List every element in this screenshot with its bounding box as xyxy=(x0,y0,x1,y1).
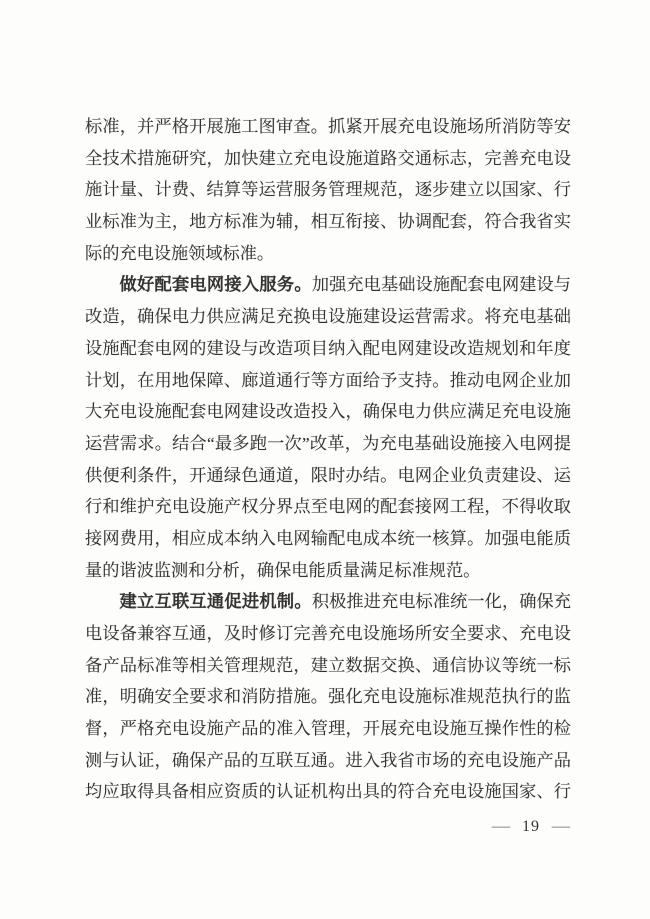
page-number: 19 xyxy=(522,818,540,835)
text-line: 均应取得具备相应资质的认证机构出具的符合充电设施国家、行 xyxy=(85,782,571,802)
document-body xyxy=(85,111,571,808)
text-line: 大充电设施配套电网建设改造投入，确保电力供应满足充电设施 xyxy=(85,402,571,422)
paragraph xyxy=(85,269,571,586)
text-line: 准，明确安全要求和消防措施。强化充电设施标准规范执行的监 xyxy=(85,687,571,707)
text-line: 测与认证，确保产品的互联互通。进入我省市场的充电设施产品 xyxy=(85,750,571,770)
footer-dash-left: — xyxy=(491,818,511,835)
text-line: 量的谐波监测和分析，确保电能质量满足标准规范。 xyxy=(85,560,481,580)
paragraph xyxy=(85,111,571,269)
paragraph-lead-bold: 建立互联互通促进机制。 xyxy=(119,591,312,612)
text-line: 业标准为主，地方标准为辅，相互衔接、协调配套，符合我省实 xyxy=(85,212,571,232)
text-line: 接网费用，相应成本纳入电网输配电成本统一核算。加强电能质 xyxy=(85,528,571,548)
text-line: 供便利条件，开通绿色通道，限时办结。电网企业负责建设、运 xyxy=(85,465,571,485)
text-line: 改造，确保电力供应满足充换电设施建设运营需求。将充电基础 xyxy=(85,307,571,327)
text-line: 建立互联互通促进机制。积极推进充电标准统一化，确保充 xyxy=(119,591,571,612)
text-line: 督，严格充电设施产品的准入管理，开展充电设施互操作性的检 xyxy=(85,719,571,739)
text-line: 全技术措施研究，加快建立充电设施道路交通标志，完善充电设 xyxy=(85,148,571,168)
text-line: 设施配套电网的建设与改造项目纳入配电网建设改造规划和年度 xyxy=(85,338,571,358)
text-line: 运营需求。结合“最多跑一次”改革，为充电基础设施接入电网提 xyxy=(85,433,571,453)
text-line: 行和维护充电设施产权分界点至电网的配套接网工程，不得收取 xyxy=(85,497,571,517)
footer-dash-right: — xyxy=(551,818,571,835)
text-line: 做好配套电网接入服务。加强充电基础设施配套电网建设与 xyxy=(119,274,571,295)
paragraph-lead-bold: 做好配套电网接入服务。 xyxy=(119,274,312,295)
paragraph xyxy=(85,586,571,808)
text-line: 标准，并严格开展施工图审查。抓紧开展充电设施场所消防等安 xyxy=(85,117,571,136)
text-line: 施计量、计费、结算等运营服务管理规范，逐步建立以国家、行 xyxy=(85,180,571,200)
page-footer xyxy=(493,817,569,837)
text-line: 际的充电设施领域标准。 xyxy=(85,243,275,263)
text-line: 计划，在用地保障、廊道通行等方面给予支持。推动电网企业加 xyxy=(85,370,571,390)
text-line: 备产品标准等相关管理规范，建立数据交换、通信协议等统一标 xyxy=(85,655,571,675)
text-line: 电设备兼容互通，及时修订完善充电设施场所安全要求、充电设 xyxy=(85,624,571,643)
